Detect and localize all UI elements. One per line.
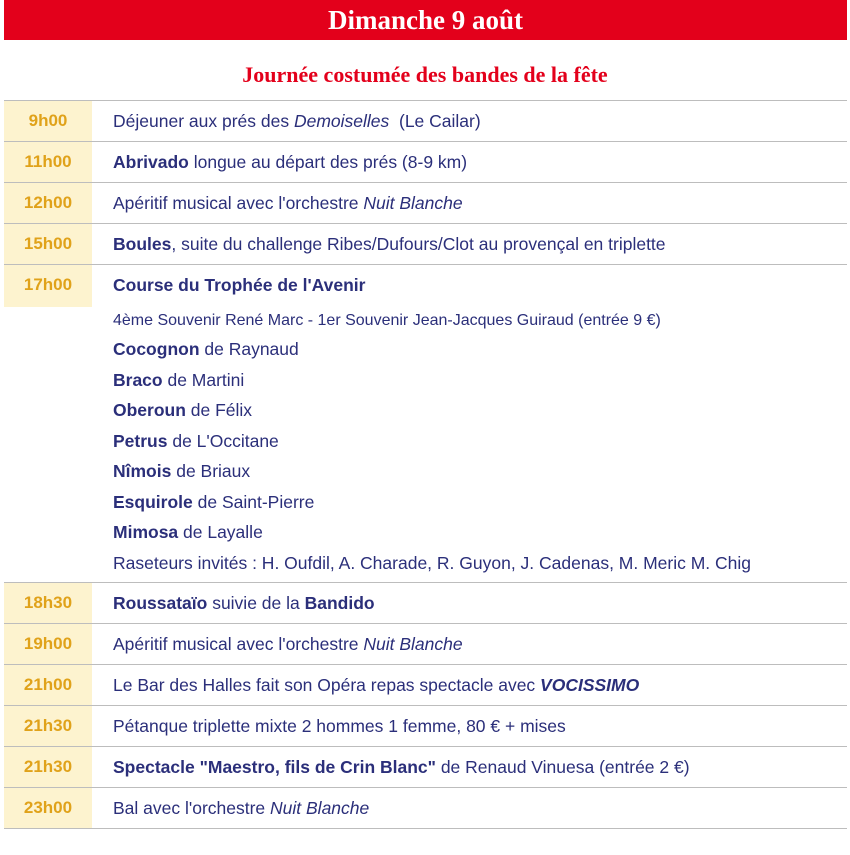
event-description: Apéritif musical avec l'orchestre Nuit Blanche [113,634,463,654]
time-cell: 18h30 [4,583,92,623]
bull-entry: Cocognon de Raynaud [113,339,299,359]
schedule-row [4,182,847,223]
schedule-row-course [4,264,847,582]
day-subtitle: Journée costumée des bandes de la fête [242,62,608,87]
course-title: Course du Trophée de l'Avenir [113,275,366,295]
event-description: Bal avec l'orchestre Nuit Blanche [113,798,370,818]
event-description: Abrivado longue au départ des prés (8-9 km) [113,152,468,172]
raseteurs-list: Raseteurs invités : H. Oufdil, A. Charade, R. Guyon, J. Cadenas, M. Meric M. Chig [113,552,752,573]
day-banner: Dimanche 9 août [4,0,847,40]
time-cell: 15h00 [4,224,92,264]
schedule-row [4,623,847,664]
bull-entry: Esquirole de Saint-Pierre [113,491,315,512]
schedule-table [4,100,847,829]
bull-entry: Braco de Martini [113,369,245,390]
time-cell: 21h30 [4,747,92,787]
bull-entry: Petrus de L'Occitane [113,430,279,451]
time-cell: 17h00 [4,265,92,307]
time-cell: 23h00 [4,788,92,828]
bull-entry: Oberoun de Félix [113,400,253,420]
time-cell: 12h00 [4,183,92,223]
course-subtitle: 4ème Souvenir René Marc - 1er Souvenir Jean-Jacques Guiraud (entrée 9 €) [113,312,661,329]
schedule-row [4,705,847,746]
event-description: Pétanque triplette mixte 2 hommes 1 femme, 80 € + mises [113,716,566,736]
schedule-row [4,746,847,787]
bull-entry: Nîmois de Briaux [113,461,251,481]
time-cell: 19h00 [4,624,92,664]
time-cell: 21h30 [4,706,92,746]
course-details [92,265,813,582]
schedule-row [4,582,847,623]
schedule-row [4,100,847,141]
event-description: Déjeuner aux prés des Demoiselles (Le Cailar) [113,111,481,131]
schedule-row [4,787,847,829]
event-description: Le Bar des Halles fait son Opéra repas spectacle avec VOCISSIMO [113,675,640,695]
bull-entry: Mimosa de Layalle [113,522,263,542]
event-description: Spectacle "Maestro, fils de Crin Blanc" de Renaud Vinuesa (entrée 2 €) [113,757,690,777]
schedule-row [4,223,847,264]
event-description: Apéritif musical avec l'orchestre Nuit Blanche [113,193,463,213]
schedule-row [4,141,847,182]
time-cell: 21h00 [4,665,92,705]
event-description: Roussataïo suivie de la Bandido [113,593,375,613]
time-cell: 11h00 [4,142,92,182]
time-cell: 9h00 [4,101,92,141]
event-description: Boules, suite du challenge Ribes/Dufours/Clot au provençal en triplette [113,234,666,254]
schedule-row [4,664,847,705]
